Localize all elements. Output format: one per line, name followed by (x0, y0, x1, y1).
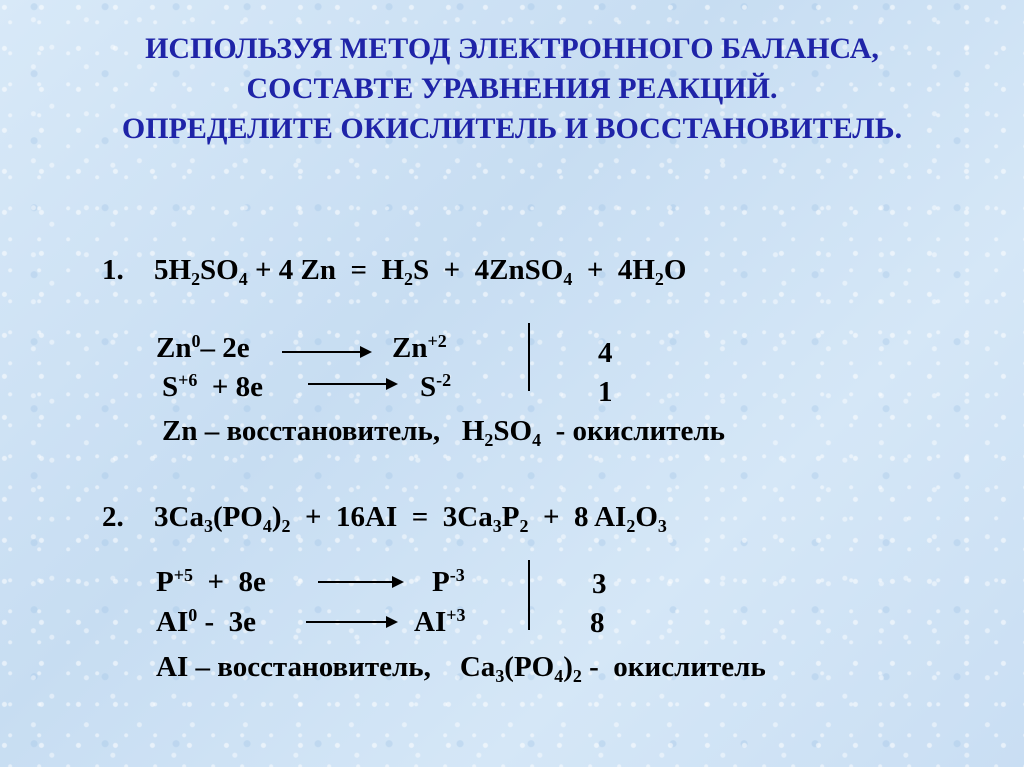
task1-balance-1-right: $Zn^{+2}$ (392, 331, 447, 364)
task2-balance-2-right: $AI^{+3}$ (414, 605, 466, 638)
balance-divider (528, 560, 530, 630)
balance-divider (528, 323, 530, 391)
task1-balance-2-coefficient: 1 (598, 376, 613, 408)
task2-number: 2. (102, 501, 124, 533)
task1-balance-1-coefficient: 4 (598, 337, 613, 369)
title-line-1: ИСПОЛЬЗУЯ МЕТОД ЭЛЕКТРОННОГО БАЛАНСА, (145, 32, 879, 65)
task2-balance-2-left: $AI^0 - 3e$ (156, 605, 256, 638)
title-line-3: ОПРЕДЕЛИТЕ ОКИСЛИТЕЛЬ И ВОССТАНОВИТЕЛЬ. (121, 112, 903, 145)
task1-balance-1-left: Zn$^0$– 2e (156, 331, 250, 364)
task1-balance-2-left: $S^{+6} + 8e$ (162, 370, 264, 403)
task2-equation: $3Ca_3(PO_4)_2 + 16AI = 3Ca_3P_2 + 8$ $AI_2O_3$ (154, 501, 667, 536)
task1-balance-2-right: $S^{-2}$ (420, 370, 452, 403)
task2-conclusion: AI – восстановитель, $Ca_3(PO_4)_2$ - окислитель (156, 651, 766, 686)
arrow-icon (306, 621, 396, 623)
arrow-icon (282, 351, 370, 353)
task1-number: 1. (102, 254, 124, 286)
title-line-2: СОСТАВТЕ УРАВНЕНИЯ РЕАКЦИЙ. (246, 72, 778, 105)
task2-balance-1-right: $P^{-3}$ (432, 565, 465, 598)
task1-equation: $5H_2SO_4 + 4$ $Zn = H_2S$ + 4ZnSO$_4$ + $4H_2O$ (154, 254, 687, 289)
task2-balance-2-coefficient: 8 (590, 607, 605, 639)
task1-conclusion: Zn – восстановитель, $H_2SO_4$ - окислитель (162, 415, 725, 450)
task2-balance-1-coefficient: 3 (592, 568, 607, 600)
arrow-icon (318, 581, 402, 583)
task2-balance-1-left: $P^{+5} + 8e$ (156, 565, 266, 598)
arrow-icon (308, 383, 396, 385)
